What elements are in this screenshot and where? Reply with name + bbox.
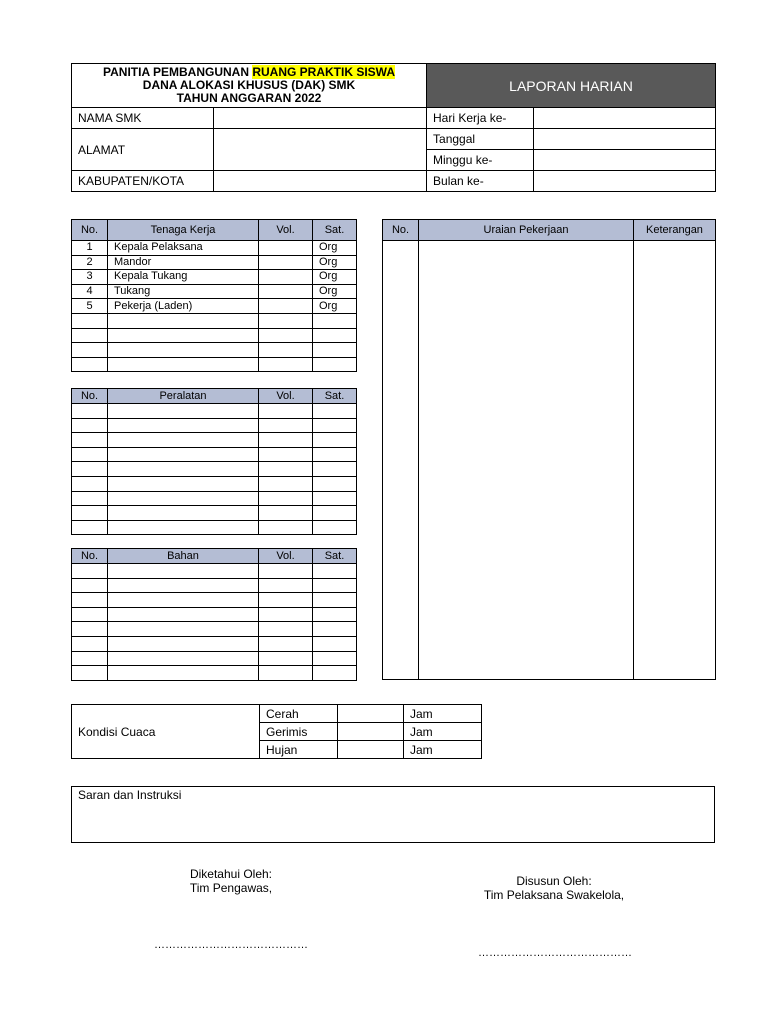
tim-pengawas: Tim Pengawas, <box>189 881 273 895</box>
bahan-no-cell[interactable] <box>72 593 108 608</box>
bahan-vol-cell[interactable] <box>259 622 313 637</box>
signature-right <box>444 874 664 902</box>
row-no <box>72 328 108 343</box>
row-no <box>72 313 108 328</box>
tenaga-kerja-sat <box>313 357 357 372</box>
peralatan-sat-cell[interactable] <box>313 462 357 477</box>
table-row <box>72 491 357 506</box>
kabupaten-label: KABUPATEN/KOTA <box>72 171 214 192</box>
tenaga-kerja-sat <box>313 328 357 343</box>
tenaga-kerja-sat: Org <box>313 299 357 314</box>
bahan-item-cell[interactable] <box>108 622 259 637</box>
alamat-label: ALAMAT <box>72 129 214 171</box>
col-header-no: No. <box>383 220 419 241</box>
row-no <box>72 357 108 372</box>
row-no: 3 <box>72 270 108 285</box>
cuaca-cerah-unit: Jam <box>404 705 482 723</box>
peralatan-sat-cell[interactable] <box>313 476 357 491</box>
col-header-no: No. <box>72 389 108 404</box>
bahan-vol-cell[interactable] <box>259 593 313 608</box>
peralatan-no-cell[interactable] <box>72 506 108 521</box>
tenaga-kerja-name <box>108 313 259 328</box>
peralatan-item-cell[interactable] <box>108 433 259 448</box>
table-row <box>72 418 357 433</box>
tenaga-kerja-vol[interactable] <box>259 299 313 314</box>
signature-line-right[interactable]: …………………………………… <box>478 947 632 959</box>
nama-smk-label: NAMA SMK <box>72 108 214 129</box>
table-row <box>72 593 357 608</box>
signature-left <box>151 867 311 895</box>
title-line1-prefix: PANITIA PEMBANGUNAN <box>103 65 253 79</box>
bahan-vol-cell[interactable] <box>259 666 313 681</box>
tanggal-field[interactable] <box>534 129 716 150</box>
col-header-keterangan: Keterangan <box>634 220 716 241</box>
table-row <box>72 241 357 256</box>
title-line2: DANA ALOKASI KHUSUS (DAK) SMK <box>142 78 356 92</box>
peralatan-vol-cell[interactable] <box>259 418 313 433</box>
tenaga-kerja-vol[interactable] <box>259 284 313 299</box>
table-row <box>72 476 357 491</box>
tenaga-kerja-name <box>108 357 259 372</box>
bahan-sat-cell[interactable] <box>313 666 357 681</box>
bulan-field[interactable] <box>534 171 716 192</box>
bahan-item-cell[interactable] <box>108 636 259 651</box>
row-no: 2 <box>72 255 108 270</box>
tenaga-kerja-vol[interactable] <box>259 357 313 372</box>
peralatan-sat-cell[interactable] <box>313 418 357 433</box>
kabupaten-field[interactable] <box>214 171 427 192</box>
peralatan-item-cell[interactable] <box>108 404 259 419</box>
bulan-label: Bulan ke- <box>427 171 534 192</box>
col-header-sat: Sat. <box>313 220 357 241</box>
peralatan-vol-cell[interactable] <box>259 433 313 448</box>
row-no: 1 <box>72 241 108 256</box>
table-row <box>72 357 357 372</box>
bahan-no-cell[interactable] <box>72 607 108 622</box>
peralatan-vol-cell[interactable] <box>259 447 313 462</box>
disusun-oleh: Disusun Oleh: <box>516 874 592 888</box>
cuaca-hujan-label: Hujan <box>260 741 338 759</box>
table-row <box>72 433 357 448</box>
table-row <box>72 636 357 651</box>
minggu-label: Minggu ke- <box>427 150 534 171</box>
peralatan-no-cell[interactable] <box>72 476 108 491</box>
col-header-no: No. <box>72 549 108 564</box>
peralatan-vol-cell[interactable] <box>259 520 313 535</box>
alamat-field[interactable] <box>214 129 427 171</box>
committee-title <box>72 64 427 108</box>
peralatan-no-cell[interactable] <box>72 433 108 448</box>
bahan-sat-cell[interactable] <box>313 564 357 579</box>
title-line1-highlight: RUANG PRAKTIK SISWA <box>252 65 396 79</box>
row-no: 4 <box>72 284 108 299</box>
peralatan-sat-cell[interactable] <box>313 520 357 535</box>
bahan-sat-cell[interactable] <box>313 651 357 666</box>
minggu-field[interactable] <box>534 150 716 171</box>
table-row <box>72 607 357 622</box>
bahan-item-cell[interactable] <box>108 578 259 593</box>
peralatan-sat-cell[interactable] <box>313 491 357 506</box>
tenaga-kerja-sat <box>313 343 357 358</box>
tenaga-kerja-name <box>108 343 259 358</box>
tenaga-kerja-vol[interactable] <box>259 241 313 256</box>
peralatan-vol-cell[interactable] <box>259 476 313 491</box>
tenaga-kerja-table <box>71 219 357 372</box>
cuaca-hujan-unit: Jam <box>404 741 482 759</box>
cuaca-cerah-value[interactable] <box>338 705 404 723</box>
uraian-keterangan-cell[interactable] <box>634 241 716 680</box>
cuaca-gerimis-label: Gerimis <box>260 723 338 741</box>
bahan-vol-cell[interactable] <box>259 564 313 579</box>
peralatan-item-cell[interactable] <box>108 418 259 433</box>
peralatan-item-cell[interactable] <box>108 462 259 477</box>
tenaga-kerja-sat: Org <box>313 255 357 270</box>
tenaga-kerja-sat <box>313 313 357 328</box>
uraian-no-cell[interactable] <box>383 241 419 680</box>
col-header-sat: Sat. <box>313 389 357 404</box>
bahan-item-cell[interactable] <box>108 607 259 622</box>
table-row <box>72 255 357 270</box>
tenaga-kerja-name: Mandor <box>108 255 259 270</box>
table-row <box>72 343 357 358</box>
nama-smk-field[interactable] <box>214 108 427 129</box>
tenaga-kerja-vol[interactable] <box>259 270 313 285</box>
bahan-sat-cell[interactable] <box>313 607 357 622</box>
peralatan-sat-cell[interactable] <box>313 506 357 521</box>
peralatan-item-cell[interactable] <box>108 520 259 535</box>
tenaga-kerja-vol[interactable] <box>259 343 313 358</box>
peralatan-item-cell[interactable] <box>108 506 259 521</box>
peralatan-vol-cell[interactable] <box>259 491 313 506</box>
peralatan-table <box>71 388 357 535</box>
tenaga-kerja-name: Pekerja (Laden) <box>108 299 259 314</box>
bahan-no-cell[interactable] <box>72 622 108 637</box>
peralatan-sat-cell[interactable] <box>313 404 357 419</box>
signature-line-left[interactable]: …………………………………… <box>154 939 308 951</box>
peralatan-item-cell[interactable] <box>108 476 259 491</box>
tim-pelaksana-swakelola: Tim Pelaksana Swakelola, <box>483 888 625 902</box>
col-header-vol: Vol. <box>259 549 313 564</box>
peralatan-sat-cell[interactable] <box>313 433 357 448</box>
bahan-item-cell[interactable] <box>108 651 259 666</box>
peralatan-no-cell[interactable] <box>72 491 108 506</box>
tenaga-kerja-vol[interactable] <box>259 328 313 343</box>
col-header-bahan: Bahan <box>108 549 259 564</box>
table-row <box>72 270 357 285</box>
table-row <box>72 651 357 666</box>
peralatan-vol-cell[interactable] <box>259 462 313 477</box>
bahan-item-cell[interactable] <box>108 593 259 608</box>
table-row <box>72 447 357 462</box>
tenaga-kerja-sat: Org <box>313 241 357 256</box>
bahan-no-cell[interactable] <box>72 636 108 651</box>
peralatan-no-cell[interactable] <box>72 462 108 477</box>
hari-kerja-field[interactable] <box>534 108 716 129</box>
bahan-sat-cell[interactable] <box>313 622 357 637</box>
col-header-peralatan: Peralatan <box>108 389 259 404</box>
uraian-pekerjaan-cell[interactable] <box>419 241 634 680</box>
col-header-tenaga-kerja: Tenaga Kerja <box>108 220 259 241</box>
bahan-no-cell[interactable] <box>72 666 108 681</box>
col-header-no: No. <box>72 220 108 241</box>
peralatan-no-cell[interactable] <box>72 418 108 433</box>
bahan-vol-cell[interactable] <box>259 636 313 651</box>
table-row <box>72 506 357 521</box>
saran-instruksi-box[interactable] <box>71 786 715 843</box>
bahan-item-cell[interactable] <box>108 564 259 579</box>
bahan-no-cell[interactable] <box>72 564 108 579</box>
bahan-no-cell[interactable] <box>72 651 108 666</box>
tenaga-kerja-sat: Org <box>313 284 357 299</box>
uraian-pekerjaan-table <box>382 219 716 680</box>
report-title: LAPORAN HARIAN <box>427 64 716 108</box>
bahan-sat-cell[interactable] <box>313 593 357 608</box>
tenaga-kerja-name: Tukang <box>108 284 259 299</box>
table-row <box>72 564 357 579</box>
bahan-no-cell[interactable] <box>72 578 108 593</box>
peralatan-no-cell[interactable] <box>72 520 108 535</box>
table-row <box>72 520 357 535</box>
row-no <box>72 343 108 358</box>
table-row <box>72 404 357 419</box>
table-row <box>72 299 357 314</box>
peralatan-vol-cell[interactable] <box>259 404 313 419</box>
hari-kerja-label: Hari Kerja ke- <box>427 108 534 129</box>
kondisi-cuaca-table <box>71 704 482 759</box>
table-row <box>72 313 357 328</box>
tenaga-kerja-vol[interactable] <box>259 255 313 270</box>
bahan-vol-cell[interactable] <box>259 651 313 666</box>
tenaga-kerja-name: Kepala Tukang <box>108 270 259 285</box>
table-row <box>72 462 357 477</box>
bahan-item-cell[interactable] <box>108 666 259 681</box>
peralatan-vol-cell[interactable] <box>259 506 313 521</box>
col-header-sat: Sat. <box>313 549 357 564</box>
col-header-uraian: Uraian Pekerjaan <box>419 220 634 241</box>
bahan-sat-cell[interactable] <box>313 636 357 651</box>
table-row <box>72 666 357 681</box>
tenaga-kerja-name <box>108 328 259 343</box>
kondisi-cuaca-label: Kondisi Cuaca <box>72 705 260 759</box>
peralatan-no-cell[interactable] <box>72 447 108 462</box>
cuaca-hujan-value[interactable] <box>338 741 404 759</box>
peralatan-no-cell[interactable] <box>72 404 108 419</box>
col-header-vol: Vol. <box>259 389 313 404</box>
row-no: 5 <box>72 299 108 314</box>
peralatan-item-cell[interactable] <box>108 491 259 506</box>
table-row <box>72 578 357 593</box>
tanggal-label: Tanggal <box>427 129 534 150</box>
bahan-sat-cell[interactable] <box>313 578 357 593</box>
tenaga-kerja-vol[interactable] <box>259 313 313 328</box>
bahan-table <box>71 548 357 681</box>
tenaga-kerja-name: Kepala Pelaksana <box>108 241 259 256</box>
diketahui-oleh: Diketahui Oleh: <box>189 867 273 881</box>
report-header-table <box>71 63 716 192</box>
peralatan-sat-cell[interactable] <box>313 447 357 462</box>
saran-instruksi-label: Saran dan Instruksi <box>78 788 182 802</box>
cuaca-gerimis-unit: Jam <box>404 723 482 741</box>
peralatan-item-cell[interactable] <box>108 447 259 462</box>
tenaga-kerja-sat: Org <box>313 270 357 285</box>
cuaca-gerimis-value[interactable] <box>338 723 404 741</box>
table-row <box>72 284 357 299</box>
cuaca-cerah-label: Cerah <box>260 705 338 723</box>
col-header-vol: Vol. <box>259 220 313 241</box>
title-line3: TAHUN ANGGARAN 2022 <box>176 91 322 105</box>
table-row <box>72 328 357 343</box>
bahan-vol-cell[interactable] <box>259 578 313 593</box>
table-row <box>72 622 357 637</box>
bahan-vol-cell[interactable] <box>259 607 313 622</box>
